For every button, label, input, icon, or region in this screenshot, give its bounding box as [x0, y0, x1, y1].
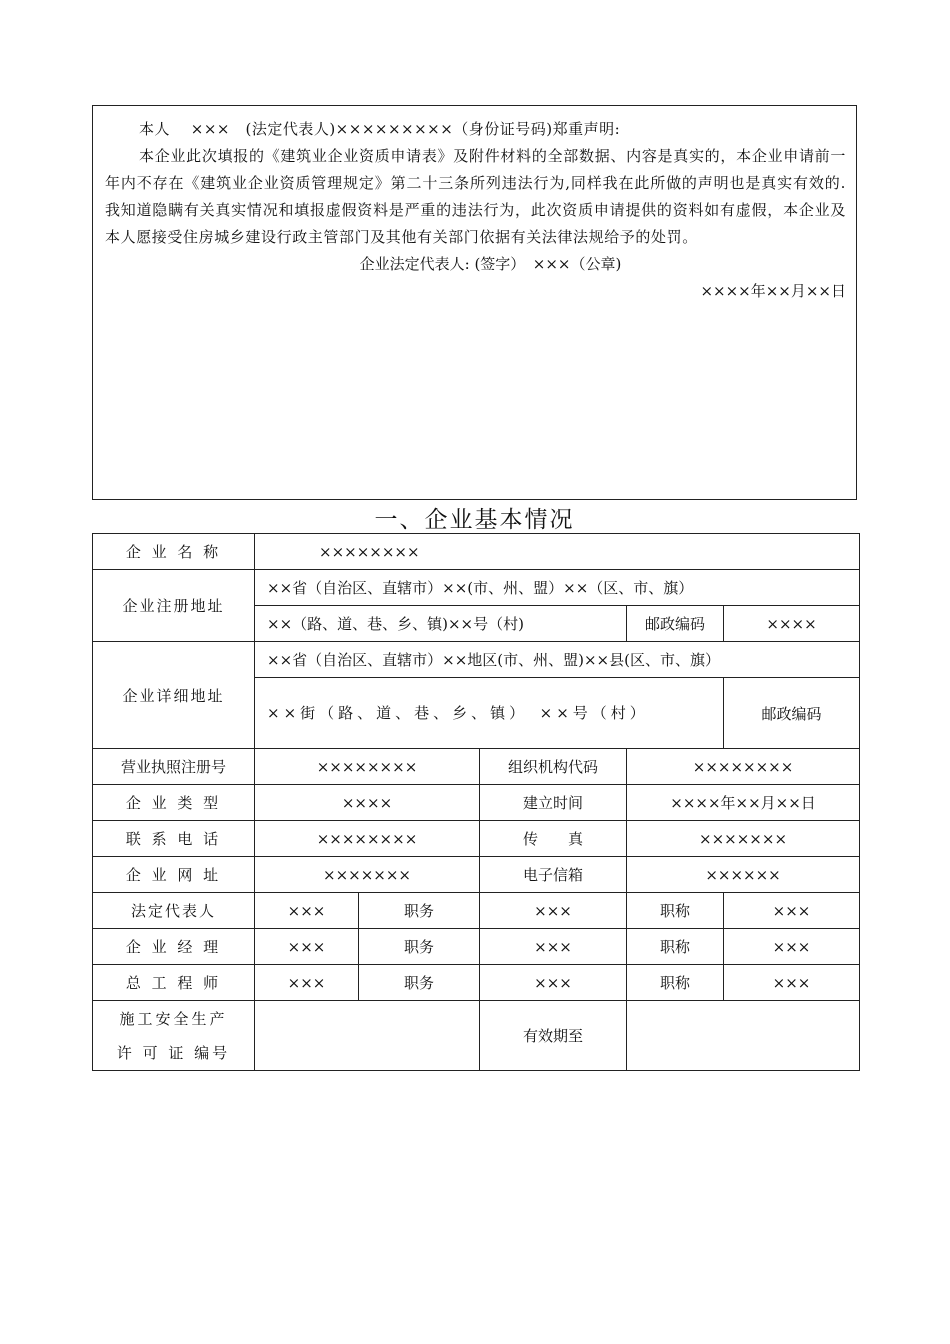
detail-address-line2	[255, 678, 724, 749]
reg-address-label: 企业注册地址	[93, 570, 255, 642]
valid-until-value	[627, 1001, 860, 1071]
detail-postcode-label: 邮政编码	[724, 678, 860, 749]
company-name-label: 企 业 名 称	[93, 534, 255, 570]
declaration-box	[92, 105, 857, 500]
manager-title-value: ×××	[724, 929, 860, 965]
reg-postcode-label: 邮政编码	[627, 606, 724, 642]
safety-permit-label	[93, 1001, 255, 1071]
company-info-table	[92, 533, 860, 1071]
org-code-label: 组织机构代码	[480, 749, 627, 785]
legal-rep-label: 法定代表人	[93, 893, 255, 929]
safety-permit-label-line1: 施工安全生产	[119, 1009, 228, 1028]
chief-engineer-title-label: 职称	[627, 965, 724, 1001]
detail-address-label: 企业详细地址	[93, 642, 255, 749]
manager-label: 企 业 经 理	[93, 929, 255, 965]
legal-rep-title-value: ×××	[724, 893, 860, 929]
table-row	[93, 642, 860, 678]
safety-permit-label-line2: 许 可 证 编号	[116, 1043, 231, 1062]
chief-engineer-label: 总 工 程 师	[93, 965, 255, 1001]
declaration-first-line: 本人 ××× (法定代表人)×××××××××（身份证号码)郑重声明:	[139, 120, 621, 138]
reg-address-line1: ××省（自治区、直辖市）××(市、州、盟）××（区、市、旗）	[255, 570, 860, 606]
founded-label: 建立时间	[480, 785, 627, 821]
org-code-value: ××××××××	[627, 749, 860, 785]
type-value: ××××	[255, 785, 480, 821]
reg-address-line2: ××（路、道、巷、乡、镇)××号（村)	[255, 606, 627, 642]
valid-until-label: 有效期至	[480, 1001, 627, 1071]
fax-value: ×××××××	[627, 821, 860, 857]
declaration-body: 本企业此次填报的《建筑业企业资质申请表》及附件材料的全部数据、内容是真实的，本企业申请前一年内不存在《建筑业企业资质管理规定》第二十三条所列违法行为,同样我在此所做的声明也是真实有效的.我知道隐瞒有关真实情况和填报虚假资料是严重的违法行为，此次资质申请提供的资料如有虚假，本企业及本人愿接受住房城乡建设行政主管部门及其他有关部门依据有关法律法规给予的处罚。	[105, 147, 846, 246]
chief-engineer-position-label: 职务	[359, 965, 480, 1001]
email-value: ××××××	[627, 857, 860, 893]
type-label: 企 业 类 型	[93, 785, 255, 821]
table-row	[93, 1001, 860, 1071]
manager-title-label: 职称	[627, 929, 724, 965]
manager-position-label: 职务	[359, 929, 480, 965]
manager-position-value: ×××	[480, 929, 627, 965]
website-label: 企 业 网 址	[93, 857, 255, 893]
table-row	[93, 570, 860, 606]
table-row	[93, 749, 860, 785]
phone-label: 联 系 电 话	[93, 821, 255, 857]
legal-rep-name: ×××	[255, 893, 359, 929]
table-row	[93, 821, 860, 857]
section-title: 一、企业基本情况	[374, 507, 575, 533]
table-row	[93, 929, 860, 965]
table-row	[93, 785, 860, 821]
license-value: ××××××××	[255, 749, 480, 785]
email-label: 电子信箱	[480, 857, 627, 893]
manager-name: ×××	[255, 929, 359, 965]
chief-engineer-position-value: ×××	[480, 965, 627, 1001]
chief-engineer-title-value: ×××	[724, 965, 860, 1001]
declaration-date: ××××年××月××日	[700, 282, 846, 300]
detail-address-line2-text: ××街（路、道、巷、乡、镇） ××号（村）	[267, 703, 649, 722]
table-row	[93, 965, 860, 1001]
table-row	[93, 857, 860, 893]
founded-value: ××××年××月××日	[627, 785, 860, 821]
declaration-signature: 企业法定代表人: (签字） ×××（公章)	[359, 255, 622, 273]
reg-postcode-value: ××××	[724, 606, 860, 642]
company-name-value: ××××××××	[255, 534, 860, 570]
phone-value: ××××××××	[255, 821, 480, 857]
fax-label: 传 真	[480, 821, 627, 857]
legal-rep-position-value: ×××	[480, 893, 627, 929]
detail-address-line1: ××省（自治区、直辖市）××地区(市、州、盟)××县(区、市、旗）	[255, 642, 860, 678]
table-row	[93, 893, 860, 929]
table-row	[93, 534, 860, 570]
legal-rep-title-label: 职称	[627, 893, 724, 929]
website-value: ×××××××	[255, 857, 480, 893]
chief-engineer-name: ×××	[255, 965, 359, 1001]
license-label: 营业执照注册号	[93, 749, 255, 785]
safety-permit-value	[255, 1001, 480, 1071]
legal-rep-position-label: 职务	[359, 893, 480, 929]
